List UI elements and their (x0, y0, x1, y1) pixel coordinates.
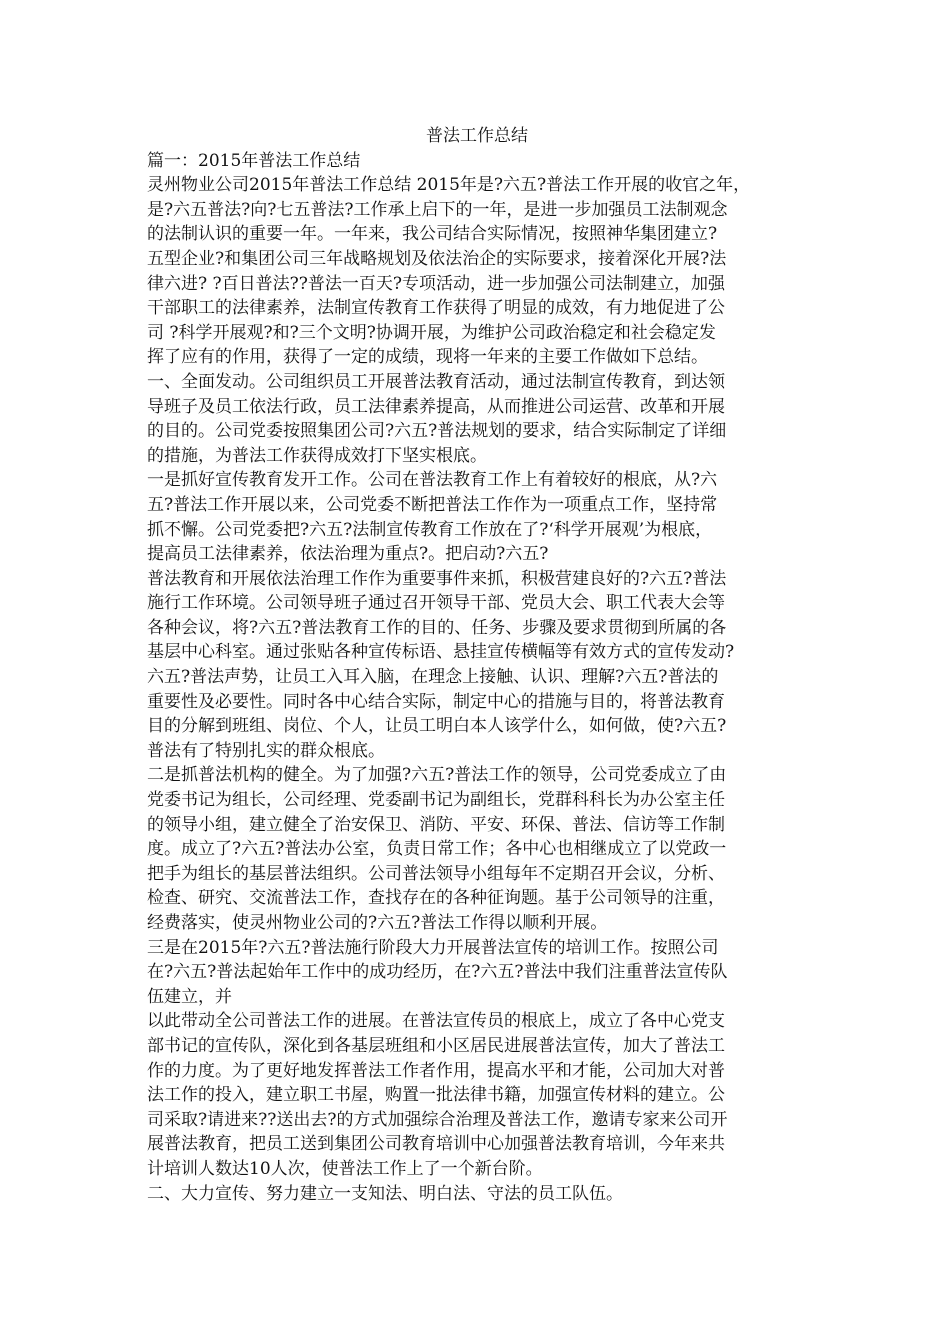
section-heading: 二、大力宣传、努力建立一支知法、明白法、守法的员工队伍。 (147, 1183, 623, 1204)
document-page (147, 124, 807, 1206)
section-heading: 篇一：2015年普法工作总结 (147, 150, 361, 171)
body-paragraph: 以此带动全公司普法工作的进展。在普法宣传员的根底上，成立了各中心党支 部书记的宣传队，深化到各基层班组和小区居民进展普法宣传，加大了普法工 作的力度。为了更好地发挥普法工作者作用，提高水平和才能，公司加大对普 法工作的投入，建立职工书屋，购置一批法律书籍，加强宣传材料的建立。公 司采取?请进来??送出去?的方式加强综合治理及普法工作，邀请专家来公司开 展普法教育，把员工送到集团公司教育培训中心加强普法教育培训，今年来共 计培训人数达10人次，使普法工作上了一个新台阶。 (147, 1011, 728, 1179)
body-paragraph: 灵州物业公司2015年普法工作总结 2015年是?六五?普法工作开展的收官之年， 是?六五普法?向?七五普法?工作承上启下的一年，是进一步加强员工法制观念 的法制认识的重要一年。一年来，我公司结合实际情况，按照神华集团建立? 五型企业?和集团公司三年战略规划及依法治企的实际要求，接着深化开展?法 律六进? ?百日普法??普法一百天?专项活动，进一步加强公司法制建立，加强 干部职工的法律素养，法制宣传教育工作获得了明显的成效，有力地促进了公 司 ?科学开展观?和?三个文明?协调开展，为维护公司政治稳定和社会稳定发 挥了应有的作用，获得了一定的成绩，现将一年来的主要工作做如下总结。 (147, 175, 751, 368)
body-paragraph: 二是抓普法机构的健全。为了加强?六五?普法工作的领导，公司党委成立了由 党委书记为组长，公司经理、党委副书记为副组长，党群科科长为办公室主任 的领导小组，建立健全了治安保卫、消防、平安、环保、普法、信访等工作制 度。成立了?六五?普法办公室，负责日常工作；各中心也相继成立了以党政一 把手为组长的基层普法组织。公司普法领导小组每年不定期召开会议，分析、 检查、研究、交流普法工作，查找存在的各种征询题。基于公司领导的注重， 经费落实，使灵州物业公司的?六五?普法工作得以顺利开展。 (147, 765, 727, 933)
body-paragraph: 一、全面发动。公司组织员工开展普法教育活动，通过法制宣传教育，到达领 导班子及员工依法行政，员工法律素养提高，从而推进公司运营、改革和开展 的目的。公司党委按照集团公司?六五?普法规划的要求，结合实际制定了详细 的措施，为普法工作获得成效打下坚实根底。 (147, 371, 727, 466)
body-paragraph: 普法教育和开展依法治理工作作为重要事件来抓，积极营建良好的?六五?普法 施行工作环境。公司领导班子通过召开领导干部、党员大会、职工代表大会等 各种会议，将?六五?普法教育工作的目的、任务、步骤及要求贯彻到所属的各 基层中心科室。通过张贴各种宣传标语、悬挂宣传横幅等有效方式的宣传发动? 六五?普法声势，让员工入耳入脑，在理念上接触、认识、理解?六五?普法的 重要性及必要性。同时各中心结合实际，制定中心的措施与目的，将普法教育 目的分解到班组、岗位、个人，让员工明白本人该学什么，如何做，使?六五? 普法有了特别扎实的群众根底。 (147, 568, 735, 761)
body-paragraph: 一是抓好宣传教育发开工作。公司在普法教育工作上有着较好的根底，从?六 五?普法工作开展以来，公司党委不断把普法工作作为一项重点工作，坚持常 抓不懈。公司党委把?六五?法制宣传教育工作放在了?‘科学开展观’为根底， 提高员工法律素养，依法治理为重点?。把启动?六五? (147, 470, 718, 565)
document-title: 普法工作总结 (426, 126, 528, 146)
body-paragraph: 三是在2015年?六五?普法施行阶段大力开展普法宣传的培训工作。按照公司 在?六五?普法起始年工作中的成功经历，在?六五?普法中我们注重普法宣传队 伍建立，并 (147, 937, 728, 1007)
